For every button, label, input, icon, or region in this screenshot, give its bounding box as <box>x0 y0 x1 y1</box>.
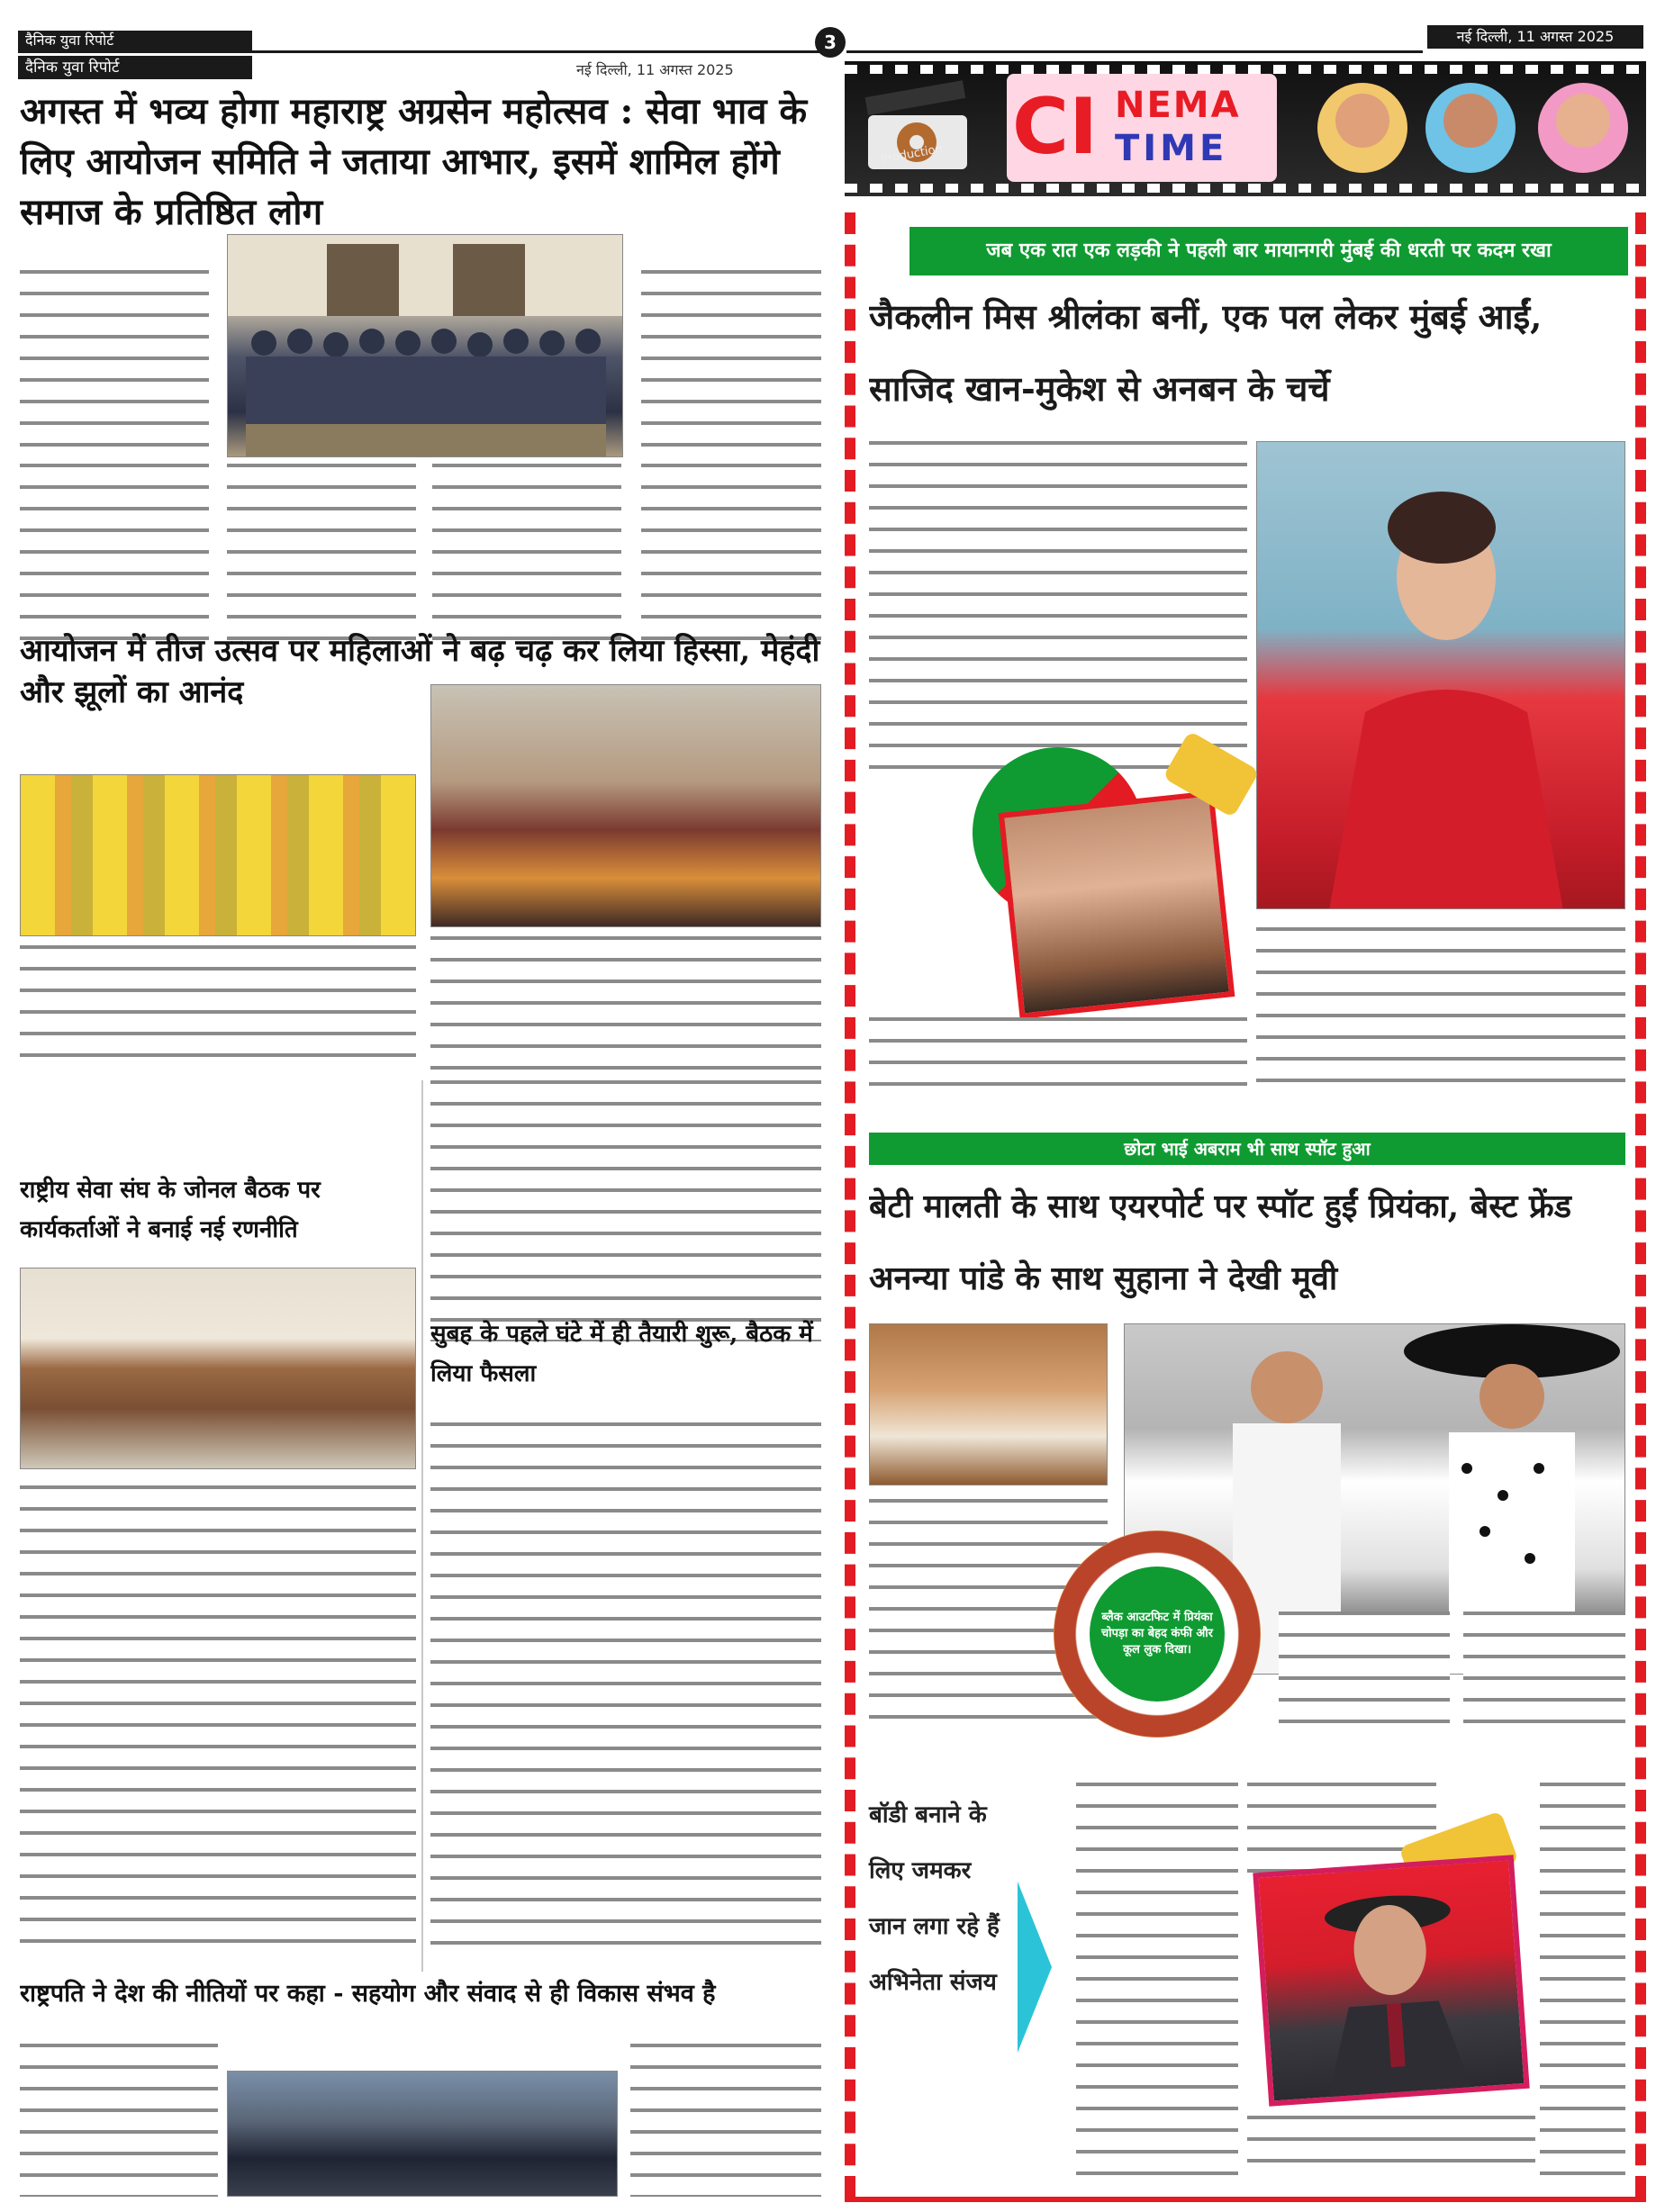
story3-photo-actor <box>1253 1855 1529 2107</box>
story2-col-3 <box>1463 1612 1625 1738</box>
second-col-1 <box>20 945 416 1071</box>
lead-headline: अगस्त में भव्य होगा महाराष्ट्र अग्रसेन महोत्सव : सेवा भाव के लिए आयोजन समिति ने जताया आभार, इसमें शामिल होंगे समाज के प्रतिष्ठित लोग <box>20 90 808 233</box>
fifth-text-right <box>630 2044 821 2197</box>
column-divider <box>421 1080 423 1972</box>
lead-text-right-top <box>641 270 821 468</box>
story1-photo-jacqueline <box>1256 441 1625 909</box>
cinema-logo <box>1007 74 1277 182</box>
second-photo-ceremony <box>430 684 821 927</box>
story3-side-headline: बॉडी बनाने के लिए जमकर जान लगा रहे हैं अभिनेता संजय <box>869 1801 1000 1996</box>
story2-caption-badge <box>1054 1530 1261 1738</box>
story2-col-2 <box>1279 1612 1450 1738</box>
story2-strap: छोटा भाई अबराम भी साथ स्पॉट हुआ <box>869 1133 1625 1165</box>
page-number: 3 <box>815 27 846 58</box>
fourth-text <box>430 1422 821 1954</box>
masthead-rule <box>18 50 819 53</box>
story2-caption-text: ब्लैक आउटफिट में प्रियंका चोपड़ा का बेहद कंफी और कूल लुक दिखा। <box>1090 1566 1225 1702</box>
cinema-faces-art <box>1313 74 1637 182</box>
story2-photo-ananya <box>869 1323 1108 1485</box>
lead-text-left-top <box>20 270 209 468</box>
cinema-frame-bottom <box>845 2197 1646 2202</box>
lead-col-1 <box>20 464 209 653</box>
story1-inset-photo <box>999 790 1235 1019</box>
second-col-2 <box>430 936 821 1071</box>
reel-label: Production <box>880 142 944 167</box>
story2-headline: बेटी मालती के साथ एयरपोर्ट पर स्पॉट हुईं प्रियंका, बेस्ट फ्रेंड अनन्या पांडे के साथ सुहाना ने देखी मूवी <box>869 1187 1571 1297</box>
story1-col-3 <box>1256 927 1625 1098</box>
lead-col-2 <box>227 464 416 653</box>
story1-photo-figure <box>1257 442 1625 909</box>
second-headline: आयोजन में तीज उत्सव पर महिलाओं ने बढ़ चढ़ कर लिया हिस्सा, मेहंदी और झूलों का आनंद <box>20 633 820 710</box>
third-text <box>20 1485 416 1954</box>
fifth-text-left <box>20 2044 218 2197</box>
masthead-left-label: दैनिक युवा रिपोर्ट <box>18 31 252 50</box>
cinema-logo-line2: TIME <box>1115 128 1228 169</box>
fourth-headline: सुबह के पहले घंटे में ही तैयारी शुरू, बैठक में लिया फैसला <box>430 1321 813 1387</box>
mid-col-text-top <box>430 1080 821 1341</box>
third-photo-meeting <box>20 1268 416 1469</box>
story1-col-1 <box>869 441 1247 774</box>
second-photo-women <box>20 774 416 936</box>
byline-left: दैनिक युवा रिपोर्ट <box>18 56 252 79</box>
fifth-photo <box>227 2071 618 2197</box>
byline-right: नई दिल्ली, 11 अगस्त 2025 <box>576 61 734 78</box>
cinema-logo-prefix: CI <box>1012 82 1099 172</box>
cinema-banner <box>845 61 1646 196</box>
third-headline: राष्ट्रीय सेवा संघ के जोनल बैठक पर कार्यकर्ताओं ने बनाई नई रणनीति <box>20 1177 321 1243</box>
lead-photo-illustration <box>228 235 623 457</box>
film-holes-bottom <box>845 184 1646 193</box>
lead-col-4 <box>641 464 821 653</box>
fifth-headline: राष्ट्रपति ने देश की नीतियों पर कहा - सहयोग और संवाद से ही विकास संभव है <box>20 1980 716 2008</box>
story3-col-3 <box>1540 1783 1625 2179</box>
masthead-date-label: नई दिल्ली, 11 अगस्त 2025 <box>1427 25 1643 49</box>
story3-actor-figure <box>1259 1860 1526 2102</box>
story3-arrow-icon <box>1018 1882 1052 2053</box>
story3-col-4 <box>1247 2116 1535 2179</box>
masthead-rule-right <box>846 50 1423 53</box>
lead-photo <box>227 234 623 457</box>
cinema-logo-line1: NEMA <box>1115 85 1241 126</box>
lead-col-3 <box>432 464 621 653</box>
film-holes-top <box>845 65 1646 74</box>
story1-strap: जब एक रात एक लड़की ने पहली बार मायानगरी मुंबई की धरती पर कदम रखा <box>909 227 1628 275</box>
story1-headline: जैकलीन मिस श्रीलंका बनीं, एक पल लेकर मुंबई आईं, साजिद खान-मुकेश से अनबन के चर्चे <box>869 296 1543 409</box>
story3-col-1 <box>1076 1783 1238 2179</box>
story1-col-2 <box>869 1017 1247 1098</box>
left-page <box>0 54 837 2206</box>
story3-photo-badge <box>1243 1828 1540 2107</box>
story1-inset-badge <box>973 747 1252 1017</box>
